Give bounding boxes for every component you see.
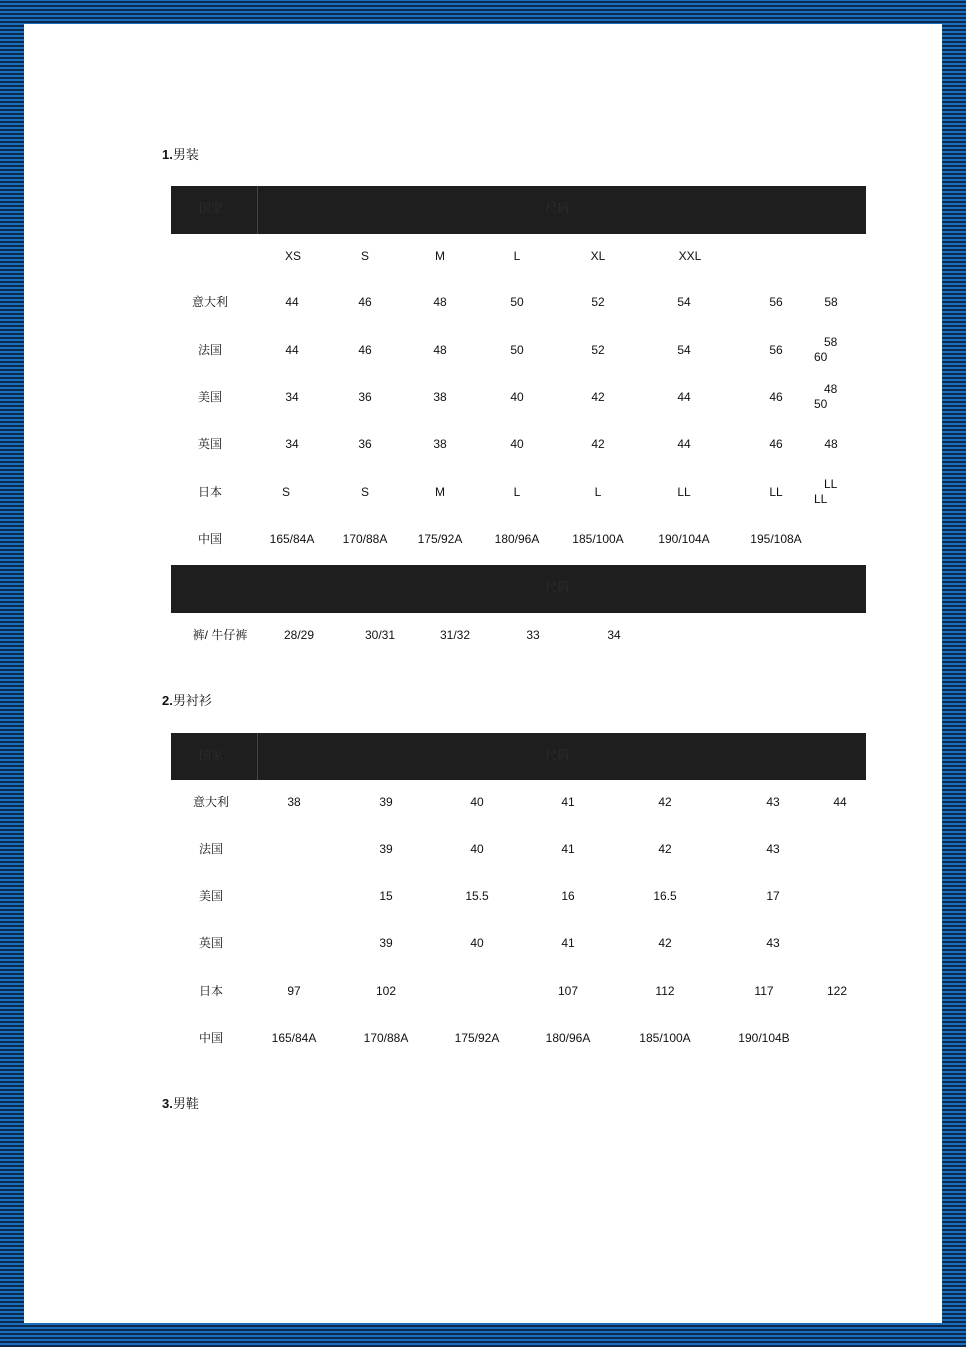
table-cell: LL [677, 485, 691, 499]
table-cell: 175/92A [454, 1031, 500, 1045]
table-cell: 60 [814, 350, 828, 364]
table-cell: 46 [358, 295, 372, 309]
country-label: 英国 [198, 936, 224, 950]
size-header: S [360, 249, 370, 263]
country-label: 法国 [198, 842, 224, 856]
pants-label: 裤/ 牛仔裤 [192, 628, 248, 642]
size-header: XL [590, 249, 606, 263]
document-page [24, 24, 942, 1323]
table-cell: 170/88A [342, 532, 388, 546]
section-title: 男衬衫 [172, 693, 212, 708]
table-cell: 40 [510, 437, 524, 451]
section-number: 3. [162, 1096, 173, 1111]
country-label: 意大利 [191, 295, 229, 309]
table-cell: 58 [824, 335, 838, 349]
table-cell: 44 [285, 343, 299, 357]
table-cell: 185/100A [572, 532, 624, 546]
shirts-header-size-label: 尺码 [545, 748, 570, 762]
country-label: 中国 [198, 1031, 224, 1045]
table-cell: 42 [658, 936, 672, 950]
table-cell: 46 [769, 437, 783, 451]
section-title: 男鞋 [172, 1096, 199, 1111]
table-cell: 33 [526, 628, 540, 642]
table-cell: 16.5 [653, 889, 677, 903]
table-cell: 43 [766, 842, 780, 856]
country-label: 法国 [197, 343, 223, 357]
country-label: 日本 [198, 984, 224, 998]
table-cell: LL [814, 492, 828, 506]
header-country-label: 国家 [199, 201, 224, 215]
header-size-label: 尺码 [545, 201, 570, 215]
table-cell: 40 [470, 795, 484, 809]
table-cell: 31/32 [439, 628, 471, 642]
shirts-header-country-label: 国家 [199, 748, 224, 762]
table-cell: 44 [833, 795, 847, 809]
table-cell: 44 [677, 437, 691, 451]
table-cell: 50 [510, 295, 524, 309]
shirts-table-header-bar [171, 733, 866, 780]
size-header: XS [284, 249, 302, 263]
table-cell: 34 [285, 437, 299, 451]
table-cell: 180/96A [545, 1031, 591, 1045]
table-cell: 40 [470, 842, 484, 856]
table-cell: 38 [433, 390, 447, 404]
table-cell: 185/100A [639, 1031, 691, 1045]
table-cell: 170/88A [363, 1031, 409, 1045]
table-cell: 40 [510, 390, 524, 404]
table-cell: 54 [677, 343, 691, 357]
section-heading-mens-shirts [162, 690, 212, 709]
table-cell: 180/96A [494, 532, 540, 546]
country-label: 美国 [197, 390, 223, 404]
subheader-size-label: 尺码 [545, 580, 570, 594]
table-cell: 102 [375, 984, 397, 998]
table-cell: 46 [769, 390, 783, 404]
table-cell: M [435, 485, 445, 499]
size-header: L [513, 249, 521, 263]
country-label: 中国 [197, 532, 223, 546]
table-cell: 43 [766, 795, 780, 809]
table-cell: 42 [658, 842, 672, 856]
table-cell: 54 [677, 295, 691, 309]
table-cell: 56 [769, 295, 783, 309]
table-cell: 39 [379, 795, 393, 809]
table-cell: 15 [379, 889, 393, 903]
section-number: 2. [162, 693, 173, 708]
table-cell: 16 [561, 889, 575, 903]
table-cell: 41 [561, 936, 575, 950]
country-label: 美国 [198, 889, 224, 903]
section-heading-mens-clothing [162, 144, 199, 163]
table-cell: 112 [655, 984, 675, 998]
table-cell: 50 [510, 343, 524, 357]
table-cell: 39 [379, 842, 393, 856]
table-header-bar [171, 186, 866, 234]
table-cell: LL [824, 477, 838, 491]
table-cell: 36 [358, 390, 372, 404]
table-cell: 38 [287, 795, 301, 809]
table-cell: 42 [591, 437, 605, 451]
table-cell: S [360, 485, 370, 499]
size-header: XXL [678, 249, 702, 263]
table-cell: 15.5 [465, 889, 489, 903]
table-cell: 34 [285, 390, 299, 404]
table-cell: 36 [358, 437, 372, 451]
table-cell: 17 [766, 889, 780, 903]
table-cell: 165/84A [269, 532, 315, 546]
table-cell: 50 [814, 397, 828, 411]
table-cell: 48 [824, 382, 838, 396]
table-cell: 175/92A [417, 532, 463, 546]
table-cell: 97 [287, 984, 301, 998]
table-cell: 190/104B [738, 1031, 790, 1045]
table-cell: 107 [557, 984, 579, 998]
table-cell: 48 [433, 343, 447, 357]
table-subheader-bar [171, 565, 866, 613]
table-cell: 117 [754, 984, 774, 998]
table-cell: 34 [607, 628, 621, 642]
table-cell: 42 [658, 795, 672, 809]
table-cell: 42 [591, 390, 605, 404]
table-cell: 46 [358, 343, 372, 357]
size-header: M [435, 249, 445, 263]
table-cell: 41 [561, 795, 575, 809]
country-label: 英国 [197, 437, 223, 451]
table-cell: 28/29 [283, 628, 315, 642]
country-label: 意大利 [192, 795, 230, 809]
table-cell: 58 [824, 295, 838, 309]
table-cell: LL [769, 485, 783, 499]
table-cell: 44 [285, 295, 299, 309]
table-cell: 30/31 [364, 628, 396, 642]
table-cell: 122 [826, 984, 848, 998]
table-cell: 195/108A [750, 532, 802, 546]
table-cell: 40 [470, 936, 484, 950]
section-heading-mens-shoes [162, 1093, 199, 1112]
table-cell: 56 [769, 343, 783, 357]
section-title: 男装 [172, 147, 199, 162]
table-cell: 44 [677, 390, 691, 404]
country-label: 日本 [197, 485, 223, 499]
table-cell: 43 [766, 936, 780, 950]
table-cell: 48 [433, 295, 447, 309]
table-cell: 52 [591, 343, 605, 357]
table-cell: L [594, 485, 602, 499]
table-cell: 165/84A [271, 1031, 317, 1045]
table-cell: 38 [433, 437, 447, 451]
table-cell: 41 [561, 842, 575, 856]
table-cell: S [281, 485, 291, 499]
section-number: 1. [162, 147, 173, 162]
table-cell: 48 [824, 437, 838, 451]
table-cell: L [513, 485, 521, 499]
table-cell: 190/104A [658, 532, 710, 546]
table-cell: 52 [591, 295, 605, 309]
table-cell: 39 [379, 936, 393, 950]
